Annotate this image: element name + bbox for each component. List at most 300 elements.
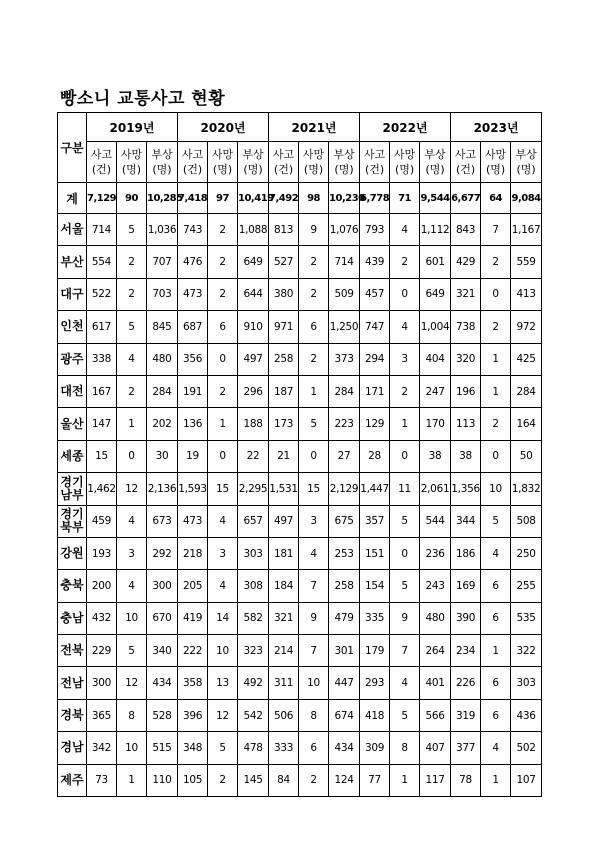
table-cell: 255 [511,570,542,602]
table-cell: 4 [390,311,420,343]
table-cell: 401 [420,667,451,699]
table-cell: 188 [238,408,269,440]
table-cell: 2 [481,246,511,278]
table-row [58,311,542,343]
table-cell: 218 [178,537,208,569]
table-cell: 110 [147,764,178,796]
table-cell: 459 [87,505,117,537]
region-label: 경남 [58,732,87,764]
table-cell: 169 [451,570,481,602]
table-cell: 544 [420,505,451,537]
total-cell: 90 [117,183,147,214]
table-cell: 5 [117,635,147,667]
table-cell: 357 [360,505,390,537]
table-cell: 2 [117,375,147,407]
sub-header: 사망(명) [117,142,147,183]
table-cell: 0 [390,440,420,472]
table-cell: 3 [117,537,147,569]
table-cell: 506 [269,699,299,731]
table-row [58,440,542,472]
table-cell: 136 [178,408,208,440]
table-cell: 2 [390,246,420,278]
table-row [58,278,542,310]
table-cell: 22 [238,440,269,472]
table-cell: 2 [299,278,329,310]
region-label: 대전 [58,375,87,407]
table-cell: 73 [87,764,117,796]
table-cell: 338 [87,343,117,375]
table-cell: 434 [329,732,360,764]
year-header: 2019년 [87,113,178,142]
table-cell: 380 [269,278,299,310]
table-cell: 2,061 [420,473,451,505]
sub-header: 부상(명) [420,142,451,183]
table-cell: 502 [511,732,542,764]
sub-header: 사망(명) [208,142,238,183]
table-cell: 0 [117,440,147,472]
table-row [58,473,542,505]
table-cell: 972 [511,311,542,343]
sub-header: 사고(건) [269,142,299,183]
table-cell: 413 [511,278,542,310]
table-cell: 253 [329,537,360,569]
table-cell: 344 [451,505,481,537]
table-cell: 1 [117,408,147,440]
table-cell: 707 [147,246,178,278]
table-cell: 323 [238,635,269,667]
table-cell: 6 [481,602,511,634]
table-cell: 418 [360,699,390,731]
table-cell: 2 [299,343,329,375]
table-cell: 644 [238,278,269,310]
table-cell: 8 [390,732,420,764]
corner-header: 구분 [58,113,87,183]
table-cell: 19 [178,440,208,472]
table-cell: 5 [390,505,420,537]
table-cell: 687 [178,311,208,343]
sub-header: 사망(명) [299,142,329,183]
total-label: 계 [58,183,87,214]
table-cell: 223 [329,408,360,440]
table-cell: 258 [269,343,299,375]
year-header-row [58,113,542,142]
table-cell: 1 [481,764,511,796]
table-cell: 396 [178,699,208,731]
table-cell: 527 [269,246,299,278]
table-cell: 9 [390,602,420,634]
table-cell: 15 [87,440,117,472]
table-cell: 492 [238,667,269,699]
table-cell: 10 [299,667,329,699]
table-cell: 2,136 [147,473,178,505]
year-header: 2023년 [451,113,542,142]
table-cell: 480 [420,602,451,634]
table-cell: 1 [117,764,147,796]
table-cell: 2 [208,214,238,246]
table-cell: 10 [117,602,147,634]
table-cell: 284 [329,375,360,407]
table-cell: 300 [147,570,178,602]
total-cell: 9,084 [511,183,542,214]
table-cell: 2 [208,246,238,278]
table-cell: 258 [329,570,360,602]
table-cell: 10 [117,732,147,764]
table-cell: 11 [390,473,420,505]
table-cell: 308 [238,570,269,602]
table-cell: 322 [511,635,542,667]
table-cell: 171 [360,375,390,407]
table-cell: 30 [147,440,178,472]
table-row [58,635,542,667]
table-cell: 202 [147,408,178,440]
region-label: 세종 [58,440,87,472]
table-cell: 497 [238,343,269,375]
region-label: 인천 [58,311,87,343]
table-cell: 1,447 [360,473,390,505]
total-cell: 10,285 [147,183,178,214]
table-cell: 14 [208,602,238,634]
table-cell: 348 [178,732,208,764]
sub-header: 부상(명) [147,142,178,183]
table-cell: 293 [360,667,390,699]
table-cell: 743 [178,214,208,246]
table-cell: 670 [147,602,178,634]
table-cell: 184 [269,570,299,602]
table-cell: 234 [451,635,481,667]
total-cell: 6,677 [451,183,481,214]
table-cell: 1,036 [147,214,178,246]
table-cell: 845 [147,311,178,343]
table-cell: 522 [87,278,117,310]
table-cell: 1,167 [511,214,542,246]
table-cell: 10 [208,635,238,667]
table-cell: 147 [87,408,117,440]
table-cell: 6 [299,311,329,343]
table-cell: 447 [329,667,360,699]
table-cell: 2,295 [238,473,269,505]
table-cell: 509 [329,278,360,310]
table-cell: 2 [390,375,420,407]
table-cell: 0 [208,343,238,375]
table-cell: 300 [87,667,117,699]
table-cell: 284 [511,375,542,407]
table-cell: 222 [178,635,208,667]
table-cell: 1 [299,375,329,407]
table-cell: 910 [238,311,269,343]
table-cell: 4 [117,570,147,602]
year-header: 2022년 [360,113,451,142]
total-cell: 7,129 [87,183,117,214]
table-cell: 4 [117,343,147,375]
table-cell: 0 [390,537,420,569]
table-cell: 4 [481,537,511,569]
table-cell: 2 [208,278,238,310]
table-cell: 508 [511,505,542,537]
table-cell: 284 [147,375,178,407]
table-cell: 0 [481,278,511,310]
table-cell: 535 [511,602,542,634]
year-header: 2020년 [178,113,269,142]
table-cell: 356 [178,343,208,375]
table-row [58,699,542,731]
table-cell: 358 [178,667,208,699]
table-cell: 714 [87,214,117,246]
table-cell: 554 [87,246,117,278]
table-cell: 813 [269,214,299,246]
table-cell: 250 [511,537,542,569]
table-cell: 4 [481,732,511,764]
table-cell: 476 [178,246,208,278]
table-cell: 15 [299,473,329,505]
table-cell: 673 [147,505,178,537]
table-cell: 77 [360,764,390,796]
table-cell: 27 [329,440,360,472]
table-cell: 528 [147,699,178,731]
table-cell: 236 [420,537,451,569]
table-cell: 9 [299,214,329,246]
table-cell: 264 [420,635,451,667]
table-cell: 4 [390,667,420,699]
table-cell: 38 [451,440,481,472]
table-cell: 164 [511,408,542,440]
table-cell: 479 [329,602,360,634]
table-cell: 226 [451,667,481,699]
table-cell: 5 [481,505,511,537]
sub-header: 사고(건) [451,142,481,183]
table-cell: 4 [390,214,420,246]
table-cell: 243 [420,570,451,602]
table-cell: 4 [208,570,238,602]
region-label: 충남 [58,602,87,634]
table-cell: 5 [117,311,147,343]
table-cell: 747 [360,311,390,343]
table-cell: 247 [420,375,451,407]
table-cell: 105 [178,764,208,796]
region-label: 경북 [58,699,87,731]
region-label: 울산 [58,408,87,440]
table-cell: 365 [87,699,117,731]
table-cell: 2,129 [329,473,360,505]
total-cell: 10,230 [329,183,360,214]
table-cell: 196 [451,375,481,407]
table-cell: 2 [117,278,147,310]
region-label: 강원 [58,537,87,569]
table-row [58,732,542,764]
table-cell: 971 [269,311,299,343]
table-cell: 6 [481,699,511,731]
region-label: 경기남부 [58,473,87,505]
table-cell: 1 [481,343,511,375]
table-cell: 473 [178,505,208,537]
table-cell: 10 [481,473,511,505]
total-cell: 10,419 [238,183,269,214]
year-header: 2021년 [269,113,360,142]
table-cell: 5 [208,732,238,764]
table-cell: 154 [360,570,390,602]
table-cell: 319 [451,699,481,731]
table-cell: 425 [511,343,542,375]
table-cell: 439 [360,246,390,278]
total-row [58,183,542,214]
table-cell: 407 [420,732,451,764]
total-cell: 7,492 [269,183,299,214]
table-cell: 7 [481,214,511,246]
table-cell: 6 [208,311,238,343]
table-cell: 1,356 [451,473,481,505]
table-cell: 657 [238,505,269,537]
table-cell: 674 [329,699,360,731]
table-cell: 675 [329,505,360,537]
table-cell: 4 [299,537,329,569]
table-cell: 12 [117,667,147,699]
table-cell: 2 [299,764,329,796]
table-cell: 12 [117,473,147,505]
table-cell: 843 [451,214,481,246]
table-cell: 473 [178,278,208,310]
total-cell: 6,778 [360,183,390,214]
sub-header: 사망(명) [481,142,511,183]
sub-header: 사고(건) [178,142,208,183]
table-cell: 294 [360,343,390,375]
table-cell: 566 [420,699,451,731]
table-cell: 117 [420,764,451,796]
table-cell: 649 [420,278,451,310]
region-label: 광주 [58,343,87,375]
page-title: 빵소니 교통사고 현황 [60,89,226,109]
table-row [58,667,542,699]
table-cell: 703 [147,278,178,310]
region-label: 제주 [58,764,87,796]
table-cell: 404 [420,343,451,375]
total-cell: 97 [208,183,238,214]
table-cell: 321 [451,278,481,310]
table-cell: 28 [360,440,390,472]
table-cell: 229 [87,635,117,667]
table-cell: 5 [299,408,329,440]
table-cell: 145 [238,764,269,796]
total-cell: 98 [299,183,329,214]
table-cell: 309 [360,732,390,764]
table-cell: 303 [511,667,542,699]
sub-header: 사고(건) [360,142,390,183]
table-cell: 200 [87,570,117,602]
table-row [58,408,542,440]
table-cell: 292 [147,537,178,569]
table-cell: 601 [420,246,451,278]
table-cell: 1,531 [269,473,299,505]
table-cell: 21 [269,440,299,472]
table-cell: 1 [208,408,238,440]
table-cell: 1,462 [87,473,117,505]
table-cell: 478 [238,732,269,764]
table-cell: 340 [147,635,178,667]
table-cell: 6 [481,667,511,699]
table-cell: 129 [360,408,390,440]
sub-header-row [58,142,542,183]
table-cell: 13 [208,667,238,699]
table-cell: 649 [238,246,269,278]
table-row [58,343,542,375]
table-cell: 50 [511,440,542,472]
table-cell: 2 [208,764,238,796]
total-cell: 9,544 [420,183,451,214]
table-cell: 497 [269,505,299,537]
sub-header: 부상(명) [238,142,269,183]
table-cell: 151 [360,537,390,569]
table-cell: 542 [238,699,269,731]
region-label: 서울 [58,214,87,246]
table-cell: 429 [451,246,481,278]
table-row [58,764,542,796]
table-cell: 124 [329,764,360,796]
table-cell: 434 [147,667,178,699]
region-label: 대구 [58,278,87,310]
table-row [58,214,542,246]
table-cell: 320 [451,343,481,375]
table-cell: 0 [481,440,511,472]
table-cell: 12 [208,699,238,731]
table-cell: 3 [299,505,329,537]
table-cell: 1,593 [178,473,208,505]
table-cell: 8 [117,699,147,731]
table-cell: 187 [269,375,299,407]
table-cell: 7 [299,635,329,667]
table-row [58,570,542,602]
table-cell: 4 [208,505,238,537]
table-cell: 1 [390,764,420,796]
table-cell: 1,832 [511,473,542,505]
total-cell: 7,418 [178,183,208,214]
table-cell: 113 [451,408,481,440]
table-cell: 296 [238,375,269,407]
table-cell: 515 [147,732,178,764]
table-cell: 0 [208,440,238,472]
table-cell: 1,088 [238,214,269,246]
table-cell: 6 [481,570,511,602]
table-cell: 390 [451,602,481,634]
table-cell: 793 [360,214,390,246]
table-row [58,375,542,407]
table-cell: 311 [269,667,299,699]
table-cell: 7 [299,570,329,602]
table-cell: 1,250 [329,311,360,343]
table-cell: 1,004 [420,311,451,343]
sub-header: 사고(건) [87,142,117,183]
table-cell: 321 [269,602,299,634]
table-cell: 107 [511,764,542,796]
table-cell: 5 [117,214,147,246]
table-cell: 582 [238,602,269,634]
table-cell: 191 [178,375,208,407]
table-cell: 2 [299,246,329,278]
table-cell: 170 [420,408,451,440]
table-cell: 377 [451,732,481,764]
table-cell: 15 [208,473,238,505]
table-cell: 436 [511,699,542,731]
table-cell: 335 [360,602,390,634]
table-cell: 179 [360,635,390,667]
region-label: 전북 [58,635,87,667]
table-cell: 7 [390,635,420,667]
table-row [58,505,542,537]
table-cell: 301 [329,635,360,667]
table-cell: 1,076 [329,214,360,246]
table-cell: 1 [481,635,511,667]
table-cell: 2 [481,311,511,343]
table-cell: 78 [451,764,481,796]
table-cell: 457 [360,278,390,310]
table-cell: 0 [390,278,420,310]
